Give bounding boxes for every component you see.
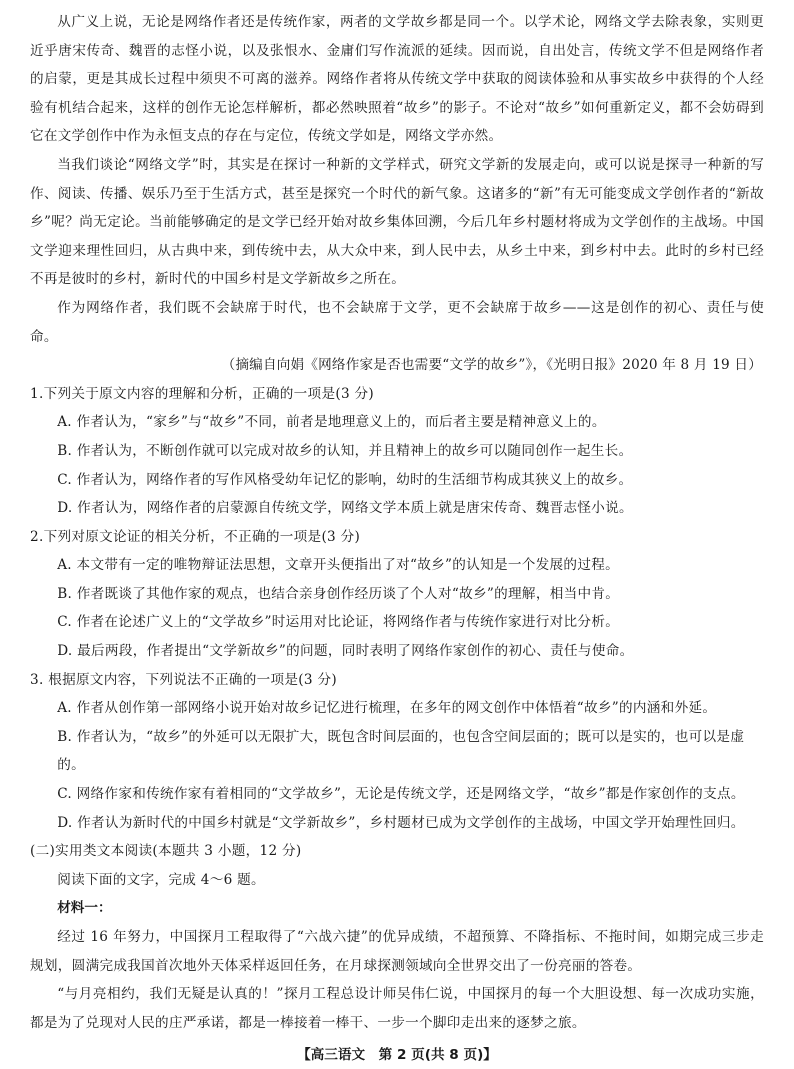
material-label: 材料一： [57, 900, 112, 917]
material-paragraph-2: “与月亮相约，我们无疑是认真的！”探月工程总设计师吴伟仁说，中国探月的每一个大胆设想、每一次成功实施，都是为了兑现对人民的庄严承诺，都是一棒接着一棒干、一步一个脚印走出来的逐梦之旅。 [30, 986, 764, 1031]
question-stem: 1.下列关于原文内容的理解和分析，正确的一项是(3 分) [30, 385, 375, 402]
passage-paragraph-3: 作为网络作者，我们既不会缺席于时代，也不会缺席于文学，更不会缺席于故乡——这是创作的初心、责任与使命。 [30, 299, 764, 345]
option-b: B. 作者认为，“故乡”的外延可以无限扩大，既包含时间层面的，也包含空间层面的；既可以是实的，也可以是虚的。 [57, 728, 745, 774]
option-b: B. 作者认为，不断创作就可以完成对故乡的认知，并且精神上的故乡可以随同创作一起生长。 [57, 442, 633, 459]
option-a: A. 作者认为，“家乡”与“故乡”不同，前者是地理意义上的，而后者主要是精神意义上的。 [57, 414, 606, 431]
question-stem: 3. 根据原文内容，下列说法不正确的一项是(3 分) [30, 671, 337, 688]
option-d: D. 作者认为，网络作者的启蒙源自传统文学，网络文学本质上就是唐宋传奇、魏晋志怪小说。 [57, 500, 633, 517]
option-a: A. 本文带有一定的唯物辩证法思想，文章开头便指出了对“故乡”的认知是一个发展的过程。 [57, 557, 620, 574]
option-d: D. 最后两段，作者提出“文学新故乡”的问题，同时表明了网络作家创作的初心、责任与使命。 [57, 643, 634, 660]
question-1 [30, 380, 764, 523]
question-3 [30, 666, 764, 838]
passage-paragraph-1: 从广义上说，无论是网络作者还是传统作家，两者的文学故乡都是同一个。以学术论，网络文学去除表象，实则更近乎唐宋传奇、魏晋的志怪小说，以及张恨水、金庸们写作流派的延续。因而说，自出处言，传统文学不但是网络作者的启蒙，更是其成长过程中须臾不可离的滋养。网络作者将从传统文学中获取的阅读体验和从事实故乡中获得的个人经验有机结合起来，这样的创作无论怎样解析，都必然映照着“故乡”的影子。不论对“故乡”如何重新定义，都不会妨碍到它在文学创作中作为永恒支点的存在与定位，传统文学如是，网络文学亦然。 [30, 14, 764, 145]
material-paragraph-1: 经过 16 年努力，中国探月工程取得了“六战六捷”的优异成绩，不超预算、不降指标、不拖时间，如期完成三步走规划，圆满完成我国首次地外天体采样返回任务，在月球探测领域向全世界交出了一份亮丽的答卷。 [30, 929, 764, 974]
question-stem: 2.下列对原文论证的相关分析，不正确的一项是(3 分) [30, 528, 361, 545]
option-c: C. 网络作家和传统作家有着相同的“文学故乡”，无论是传统文学，还是网络文学，“故乡”都是作家创作的支点。 [57, 786, 745, 803]
option-c: C. 作者在论述广义上的“文学故乡”时运用对比论证，将网络作者与传统作家进行对比分析。 [57, 614, 620, 631]
option-a: A. 作者从创作第一部网络小说开始对故乡记忆进行梳理，在多年的网文创作中体悟着“故乡”的内涵和外延。 [57, 700, 717, 717]
option-c: C. 作者认为，网络作者的写作风格受幼年记忆的影响，幼时的生活细节构成其狭义上的故乡。 [57, 471, 633, 488]
option-d: D. 作者认为新时代的中国乡村就是“文学新故乡”，乡村题材已成为文学创作的主战场，中国文学开始理性回归。 [57, 814, 745, 831]
option-b: B. 作者既谈了其他作家的观点，也结合亲身创作经历谈了个人对“故乡”的理解，相当中肯。 [57, 585, 620, 602]
passage-source: （摘编自向娟《网络作家是否也需要“文学的故乡”》，《光明日报》2020 年 8 月 19 日） [221, 357, 762, 374]
section-instruction: 阅读下面的文字，完成 4～6 题。 [57, 871, 265, 888]
section-heading: (二)实用类文本阅读(本题共 3 小题，12 分) [30, 843, 302, 860]
question-2 [30, 523, 764, 666]
page-footer: 【高三语文 第 2 页(共 8 页)】 [297, 1047, 497, 1063]
passage-paragraph-2: 当我们谈论“网络文学”时，其实是在探讨一种新的文学样式，研究文学新的发展走向，或可以说是探寻一种新的写作、阅读、传播、娱乐乃至于生活方式，甚至是探究一个时代的新气象。这诸多的“新”有无可能变成文学创作者的“新故乡”呢？尚无定论。当前能够确定的是文学已经开始对故乡集体回溯，今后几年乡村题材将成为文学创作的主战场。中国文学迎来理性回归，从古典中来，到传统中去，从大众中来，到人民中去，从乡土中来，到乡村中去。此时的乡村已经不再是彼时的乡村，新时代的中国乡村是文学新故乡之所在。 [30, 156, 764, 288]
